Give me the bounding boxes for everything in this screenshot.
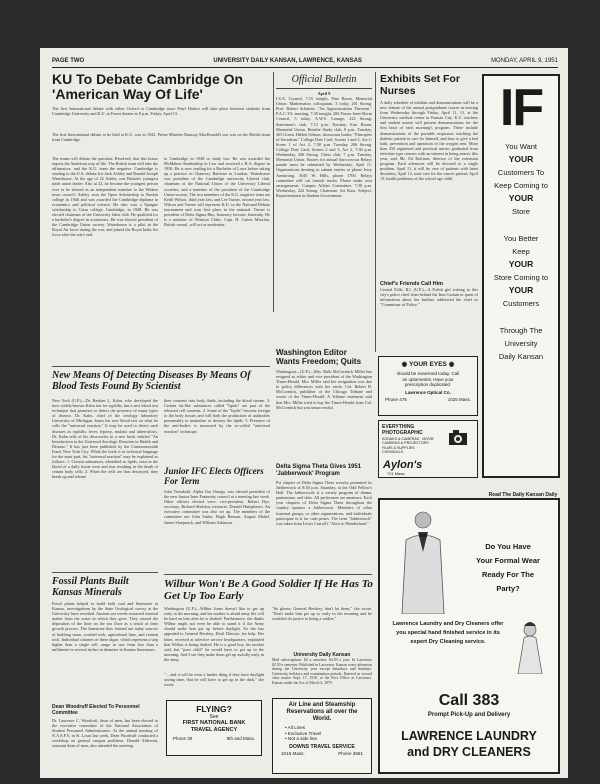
flying-title: FLYING? — [196, 704, 232, 714]
issue-date: MONDAY, APRIL 9, 1951 — [491, 57, 558, 64]
photo-title: EVERYTHING PHOTOGRAPHIC — [382, 424, 423, 436]
photo-advertisement[interactable] — [378, 420, 478, 478]
if-big-text: IF — [499, 79, 543, 137]
if-line: You Want — [505, 142, 537, 151]
lead-column-1: The teams will debate the question: Resolved, that this house regrets the American way of life. The British team will take the affirmative, and the K.U. team the negative. Cambridge is sending to the U.S. debate Joe Jack Ashley and Ronald Joseph Waterhouse. At the age of 22 Ashley was Britain's youngest trade union leader. Also at 22, he became the youngest person ever to be elected as an independent member to the Widnes town council. Ashley won the Open Scholarship to Ruskin college in 1946 and was awarded the Cambridge diploma in economics and political science. He also won a Sprague scholarship to Caius college, Cambridge, in 1948. He was elected chairman of the University labor club. He qualified for a bachelor's degree in economics. He was elected president of the Cambridge Union society. Waterhouse is a pilot in the Royal Air force during the war, and joined the Royal India Air force after the war's end. — [52, 156, 158, 238]
chiefs-headline: Chief's Friends Call Him — [380, 281, 444, 287]
laundry-prompt: Prompt Pick-Up and Delivery — [427, 712, 511, 718]
airline-title: Air Line and Steamship Reservations all over the World. — [286, 702, 358, 722]
kansan-info — [272, 652, 372, 702]
if-line: Customers To — [497, 168, 545, 177]
gentleman-illustration-icon — [388, 506, 458, 614]
laundry-q4: Party? — [496, 584, 520, 593]
column-rule — [375, 72, 376, 352]
flying-phone: Phone 30 — [173, 736, 193, 741]
laundry-q1: Do You Have — [485, 542, 531, 551]
if-line: You Better — [503, 234, 539, 243]
photo-shop: Aylon's — [383, 459, 423, 471]
kansan-info-headline: University Daily Kansan — [293, 652, 351, 658]
section-rule — [52, 366, 270, 367]
lead-headline: KU To Debate Cambridge On 'American Way Of Life' — [52, 71, 244, 102]
if-line: Through The — [499, 326, 543, 335]
bulletin-date: April 9 — [317, 91, 331, 96]
laundry-body: Lawrence Laundry and Dry Cleaners offer you special hand finished service in its expert Dry Cleaning service. — [392, 621, 504, 645]
junior-ifc-headline: Junior IFC Elects Officers For Term — [164, 466, 264, 486]
flying-address: 8th and Mass. — [226, 736, 255, 741]
section-rule — [52, 572, 158, 573]
page-number: PAGE TWO — [52, 57, 85, 64]
if-footer: Read The Daily Kansan Daily — [488, 492, 558, 498]
flying-advertisement[interactable] — [166, 700, 262, 756]
camera-mascot-icon — [443, 425, 473, 453]
if-line: YOUR — [508, 154, 534, 164]
section-rule — [164, 574, 372, 575]
junior-ifc-body: John Trombold, Alpha Tau Omega, was elected president of the new Junior Inter Fraternity council at a meeting last week. Other officers elected were: vice-president, Robert Dye, secretary, Richard Sheldon; treasurer, Donald Humphreys. An executive committee was also set up. The members of the committee are John Sutter, Hugh Benson, August Mahel, James Sharpnack, and William Atkinson. — [164, 489, 270, 525]
official-bulletin — [276, 74, 372, 322]
airline-address: 1015 Mass. — [281, 750, 305, 756]
eyes-address: 1025 Mass. — [447, 397, 471, 402]
flying-agency: FIRST NATIONAL BANK TRAVEL AGENCY — [182, 720, 246, 733]
eyes-line-1: should be examined today. Call — [396, 371, 460, 376]
chiefs-body: Central Falls, R.I. (U.P.)—A Polish girl writing to this city's police chief from behind the Iron Curtain in quest of information about her brother, addressed the chief as "Commissar of Police." — [380, 287, 478, 308]
wilbur-column-1: Washington (U.P.)—Wilbur Jones doesn't like to get up early in the morning, and his mother is afraid army life will be hard on him after he is drafted. Furthermore, she thinks Wilbur might not even be able to stand it if the Army should make him get up before daylight. So she has appealed to General Hershey, Draft Director, for help. Her letter, received at selective service headquarters, explained that Wilbur is being drafted. He is a good boy, his mother said, but "poor child" he would have to get up in the morning. And I see they make them get up awfully early in the army. — [164, 606, 264, 662]
laundry-q2: Your Formal Wear — [476, 556, 540, 565]
exhibits-story — [380, 74, 478, 327]
airline-phone: Phone 3661 — [338, 750, 363, 756]
if-line: University — [504, 339, 538, 348]
if-line: Daily Kansan — [498, 352, 544, 361]
wilbur-story — [164, 578, 374, 602]
fossil-headline: Fossil Plants Built Kansas Minerals — [52, 576, 129, 598]
laundry-name-1: LAWRENCE LAUNDRY — [401, 729, 537, 743]
exhibits-headline: Exhibits Set For Nurses — [380, 73, 460, 97]
airline-bullet-text: Exclusive Travel — [287, 730, 322, 736]
bullet-icon: • — [285, 736, 288, 742]
if-lines — [484, 140, 558, 363]
optical-advertisement[interactable] — [378, 356, 478, 416]
delta-headline: Delta Sigma Theta Gives 1951 'Jabberwock' Program — [276, 464, 362, 477]
blood-test-headline: New Means Of Detecting Diseases By Means Of Blood Tests Found By Scientist — [52, 370, 251, 392]
lead-column-2: to Cambridge in 1948 to study law. He was awarded the McMahon Studentship in Law and received a B.A. degree in 1950. He is now reading for a Bachelor of Laws before taking up a practice in Chancery Barrister in London. Waterhouse was president of the Cambridge university Liberal club, chairman of the National Union of the University Liberal societies, and a member of the president of the Cambridge Union society. The two members of the K.U. negative team are Keith Wilson, third year law, and Lee Turner, second year law. Wilson and Turner will represent K.U. in the National Debate tournament and won first place in the national. Turner is president of Delta Sigma Rho, honorary forensic fraternity. He is a member of Winston Clubs. Capt. H. Catten Minchin, British consul, will act as moderator. — [164, 156, 270, 228]
eyes-icon-title: ◉ YOUR EYES ◉ — [401, 361, 455, 368]
washington-headline: Washington Editor Wants Freedom; Quits — [276, 348, 362, 366]
airline-bullet — [285, 736, 359, 742]
flying-see: See — [209, 714, 219, 720]
wilbur-column-3: "... and it will be even a harder thing if they have daylight saving time, that he will have to get up in the dark," she wrote. — [164, 672, 264, 688]
dean-headline: Dean Woodruff Elected To Personnel Committee — [52, 704, 140, 716]
eyes-line-3: prescription duplicated. — [404, 382, 452, 387]
lead-intro-2: The first International debate to be held at K.U. was in 1922. Prime Minister Ramsay MacDonald's son was on the British team from Cambridge. — [52, 132, 270, 143]
washington-story — [276, 348, 372, 572]
eyes-phone: Phone 475 — [385, 397, 407, 402]
masthead — [52, 54, 558, 68]
airline-advertisement[interactable] — [272, 698, 372, 774]
laundry-q3: Ready For The — [481, 570, 535, 579]
newspaper-page — [40, 48, 568, 778]
wilbur-headline: Wilbur Won't Be A Good Soldier If He Has To Get Up Too Early — [164, 578, 373, 602]
paper-name: UNIVERSITY DAILY KANSAN, LAWRENCE, KANSAS — [213, 57, 362, 64]
if-line: Keep — [512, 247, 530, 256]
wilbur-column-2: "So please, General Hershey, don't let them," she wrote. "Don't make him get up so early in the morning and he wouldn't do justice to being a soldier." — [272, 606, 372, 622]
laundry-advertisement[interactable] — [378, 498, 560, 774]
lead-story — [52, 72, 270, 148]
eyes-title: YOUR EYES — [408, 361, 447, 368]
blood-test-column-2: their contents into body fluids, including the blood stream. 3. Certain fat-like substances called "lipids" are part of the released cell contents. 4. Some of the "lipids" become foreign to the body tissues and will both the production of antibodies presumably to neutralize or destroy the lipids. 5. Presence of the anti-bodies is measured by the so-called "universal reaction" technique. — [164, 398, 270, 434]
airline-bullet-text: Not a side line. — [287, 736, 319, 742]
airline-bullets — [273, 723, 371, 744]
if-line: Customers — [502, 299, 540, 308]
bulletin-body: I.S.A. Council, 7:15 tonight, Pine Room, Memorial Union. Mathematics colloquium, 3 today, 201 Strong. Prof. Robert Schatten, "An Approximation Theorem." P.A.C.T.S. meeting, 7:30 tonight, 206 Fraser. Inter-Dorm Council, 5 today, A.W.S. Lounge, 222 Strong. Statesmen's club, 7:15 p.m. Tuesday, East Room, Memorial Union. Retailer Study club, 8 p.m. Tuesday, 365 Green. Hilden Gibson, discussion leader, "Principles of Socialism." College Date Card, Scenes 1 and 2, Act 1; Scene 1 of Act 2; 7:30 p.m. Tuesday, 206 Strong. College Date Card, Scenes 2 and 3, Act 2, 7:30 p.m. Wednesday, 206 Strong. Chess club, 7 p.m. Tuesday, Memorial Union. Entries for annual Sarcocercus Relays parade must be submitted by Wednesday, April 11. Organizations desiring to submit entries or phone Jerry Armstrong, 3045 W. Hills, phone 1700. Relays committee will cut furnish trucks. Please make own arrangements. Campus Affairs Committee, 7:30 p.m. Wednesday, 222 Strong. Chairman: Art Kass. Subject: Representation in Student Government. — [276, 96, 372, 198]
if-line: Keep Coming to — [494, 181, 548, 190]
if-line: YOUR — [508, 193, 534, 203]
if-line: YOUR — [508, 259, 534, 269]
airline-bullet-text: All Lines — [287, 725, 306, 730]
blood-test-column-1: New York (U.P.)—Dr. Reuben L. Kahn, who developed the now widely-known Kahn test for syphilis, has a new blood test technique that promises to detect the presence of many types of disease. Dr. Kahn, chief of the serology laboratory University of Michigan, bases his new blood test on what he calls the "universal reaction." It may be used to detect such diseases as syphilis, fever, leprosy, malaria and tuberculosis. Dr. Kahn tells of his discoveries in a new book entitled "An Introduction to the Universal Serologic Reaction in Health and Disease." It has just been published by the Commonwealth Fund, New York City. While the book is in technical language for the most part, his "universal reaction" may be explained as follows: 1. Certain substances, identified as lipids, exist in the blood of a daily tissue wear and tear resulting in the death of certain body cells. 2. When the cells are thus destroyed, they break up and release — [52, 398, 158, 480]
if-advertisement[interactable] — [482, 74, 560, 498]
airline-name: DOWNS TRAVEL SERVICE — [289, 743, 355, 750]
junior-ifc-story — [164, 466, 270, 573]
if-line: YOUR — [508, 285, 534, 295]
photo-address: 721 Mass. — [387, 471, 406, 476]
fossil-story — [52, 576, 158, 778]
laundry-question — [460, 540, 556, 596]
laundry-name-2: and DRY CLEANERS — [407, 745, 531, 759]
if-line: Store — [512, 207, 530, 216]
delta-body: Psi chapter of Delta Sigma Theta sorority presented its Jabberwock at 8:30 p.m. Saturday, at the Odd Fellow's Hall. The Jabberwock is a variety program of drama, pantomime, and skits. All performers are amateurs. Each year chapters of Delta Sigma Theta throughout the country sponsor a Jabberwock. Members of other fraternal groups, or other organizations, and individuals participate in it for cash prizes. The term "Jabberwock" was taken from Lewis Carroll's "Alice in Wonderland." — [276, 480, 372, 526]
lady-illustration-icon — [510, 618, 550, 674]
exhibits-body: A daily schedule of exhibits and demonstrations will be a new feature of the annual postgraduate course in nursing from Wednesday through Friday, April 11, 13, at the University medical center in Kansas City. K.U. teachers and student nurses will present demonstrations for the first hour of each morning's program. These include demonstrations of the portable respirator, teaching the diabetic patient to care for himself, and how to give a bed bath, prevention and operation of the oxygen tent. More than 250 registered and practical nurses graduated from refresher type courses with an interest in being nearer, this year, said Mr. Ed Roilians, director of the extension program. Each afternoon will be devoted to a single problem. April 11, it will be care of patients with heart disorders; April 12, total care for the cancer patient; April 13, health problems of the school age child. — [380, 100, 478, 182]
lead-intro-1: The first International debate with either Oxford or Cambridge since Pearl Harbor will take place between students from Cambridge University and K.U. at Fraser theater at 8 p.m. Friday, April 13. — [52, 106, 270, 117]
fossil-body: Fossil plants helped to build both coal and limestone in Kansas, investigations by the State Geological survey at the University have revealed. Ancient sea weeds extracted mineral matter from the water in which they grew. They caused the deposition of the lime on the sea floor as a result of their growth process. The limestone thus formed are today sources of building stone, crushed rock, agricultural lime, and cement rock. Individual colonies of these algae, which represent a step higher than a single cell, range in size from less than a millimeter to several inches in diameter in Kansas limestones. — [52, 601, 158, 652]
bulletin-title: Official Bulletin — [276, 74, 372, 89]
dean-body: Dr. Laurence C. Woodruff, dean of men, has been elected to the executive committee of the National Association of Student Personnel Administrators. At the annual meeting of N.A.S.P.A. in St. Louis last week, Dean Woodruff conducted a workshop on general campus problems. Donald Alderson, assistant dean of men, also attended the meeting. — [52, 718, 158, 749]
if-line: Store Coming to — [493, 273, 549, 282]
column-rule — [273, 72, 274, 312]
kansan-info-body: Mail subscriptions: $2 a semester. $4.50 a year. In Lawrence $2.50 a semester. Published in Lawrence, Kansas every afternoon during the University year except Saturdays and Sundays. University holidays and examination periods. Entered as second class matter Sept. 17, 1910, at the Post Office at Lawrence, Kansas under the Act of March 3, 1879. — [272, 658, 372, 685]
bullet-icon: • — [285, 725, 288, 730]
eyes-shop: Lawrence Optical Co. — [405, 389, 451, 395]
photo-items: KODAKS & CAMERAS · MOVIE CAMERAS & PROJECTORS · FILMS & SUPPLIES · CHEMICALS — [382, 437, 434, 455]
bullet-icon: • — [285, 730, 288, 736]
laundry-call: Call 383 — [438, 692, 500, 709]
washington-body: Washington—(U.P.)—Mrs. Ruth McCormick Miller has resigned as editor and vice president of the Washington Times-Herald. Mrs. Miller said her resignation was due to policy differences with her uncle, Col. Robert R. McCormick, publisher of the Chicago Tribune and owner of the Times-Herald. A Tribune statement said that Mrs. Miller tried to buy the Times-Herald from Col. McCormick but was unsuccessful. — [276, 369, 372, 410]
laundry-name — [380, 728, 558, 760]
eyes-line-2: an optometrist. Have your — [402, 376, 454, 382]
blood-test-story — [52, 370, 270, 392]
